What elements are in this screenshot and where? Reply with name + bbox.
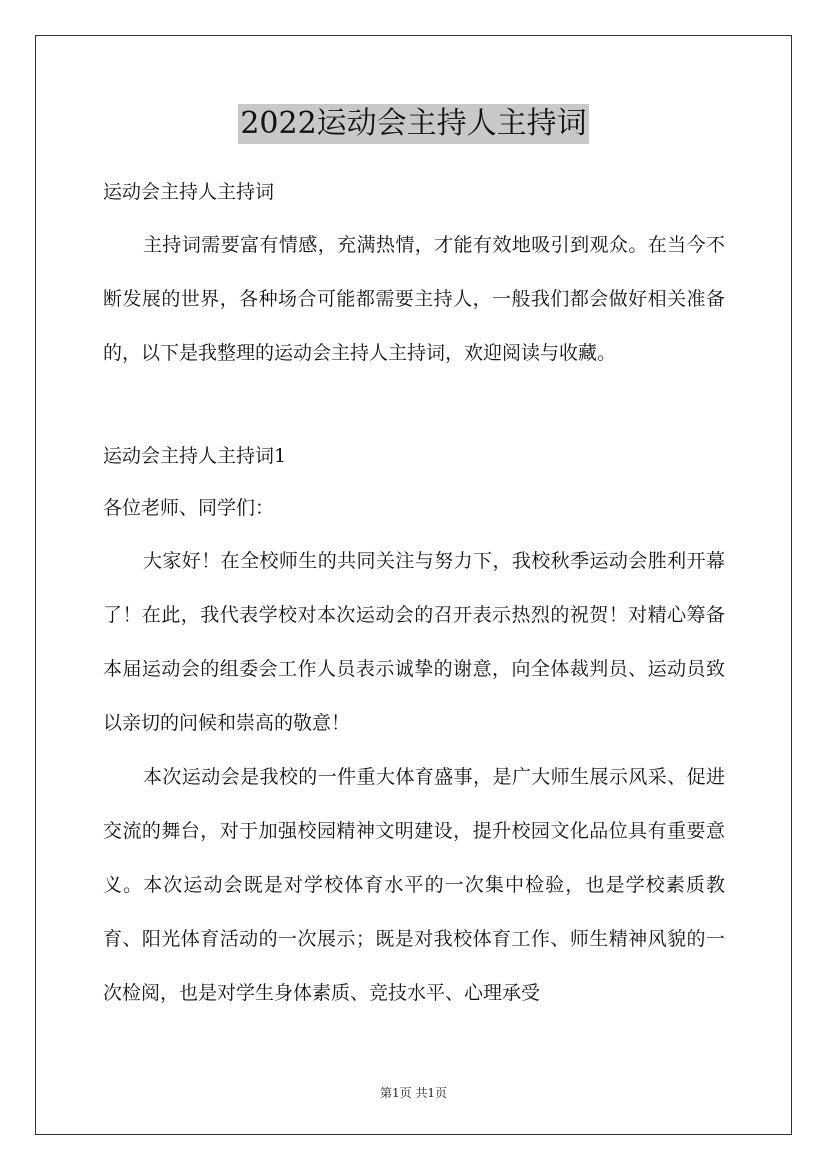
section-heading: 运动会主持人主持词1 <box>103 445 287 467</box>
document-body <box>103 178 725 1020</box>
document-title-text: 2022运动会主持人主持词 <box>238 104 588 144</box>
body-paragraph-1: 大家好！在全校师生的共同关注与努力下，我校秋季运动会胜利开幕了！在此，我代表学校对本次运动会的召开表示热烈的祝贺！对精心筹备本届运动会的组委会工作人员表示诚挚的谢意，向全体裁判员、运动员致以亲切的问候和崇高的敬意！ <box>103 550 725 734</box>
intro-paragraph: 主持词需要富有情感，充满热情，才能有效地吸引到观众。在当今不断发展的世界，各种场合可能都需要主持人，一般我们都会做好相关准备的，以下是我整理的运动会主持人主持词，欢迎阅读与收藏。 <box>103 234 725 364</box>
document-subtitle: 运动会主持人主持词 <box>103 181 275 203</box>
page-number-footer: 第1页 共1页 <box>379 1086 448 1100</box>
body-paragraph-2: 本次运动会是我校的一件重大体育盛事，是广大师生展示风采、促进交流的舞台，对于加强校园精神文明建设，提升校园文化品位具有重要意义。本次运动会既是对学校体育水平的一次集中检验，也是学校素质教育、阳光体育活动的一次展示；既是对我校体育工作、师生精神风貌的一次检阅，也是对学生身体素质、竞技水平、心理承受 <box>103 766 725 1004</box>
salutation: 各位老师、同学们： <box>103 497 275 519</box>
document-title <box>0 103 827 144</box>
